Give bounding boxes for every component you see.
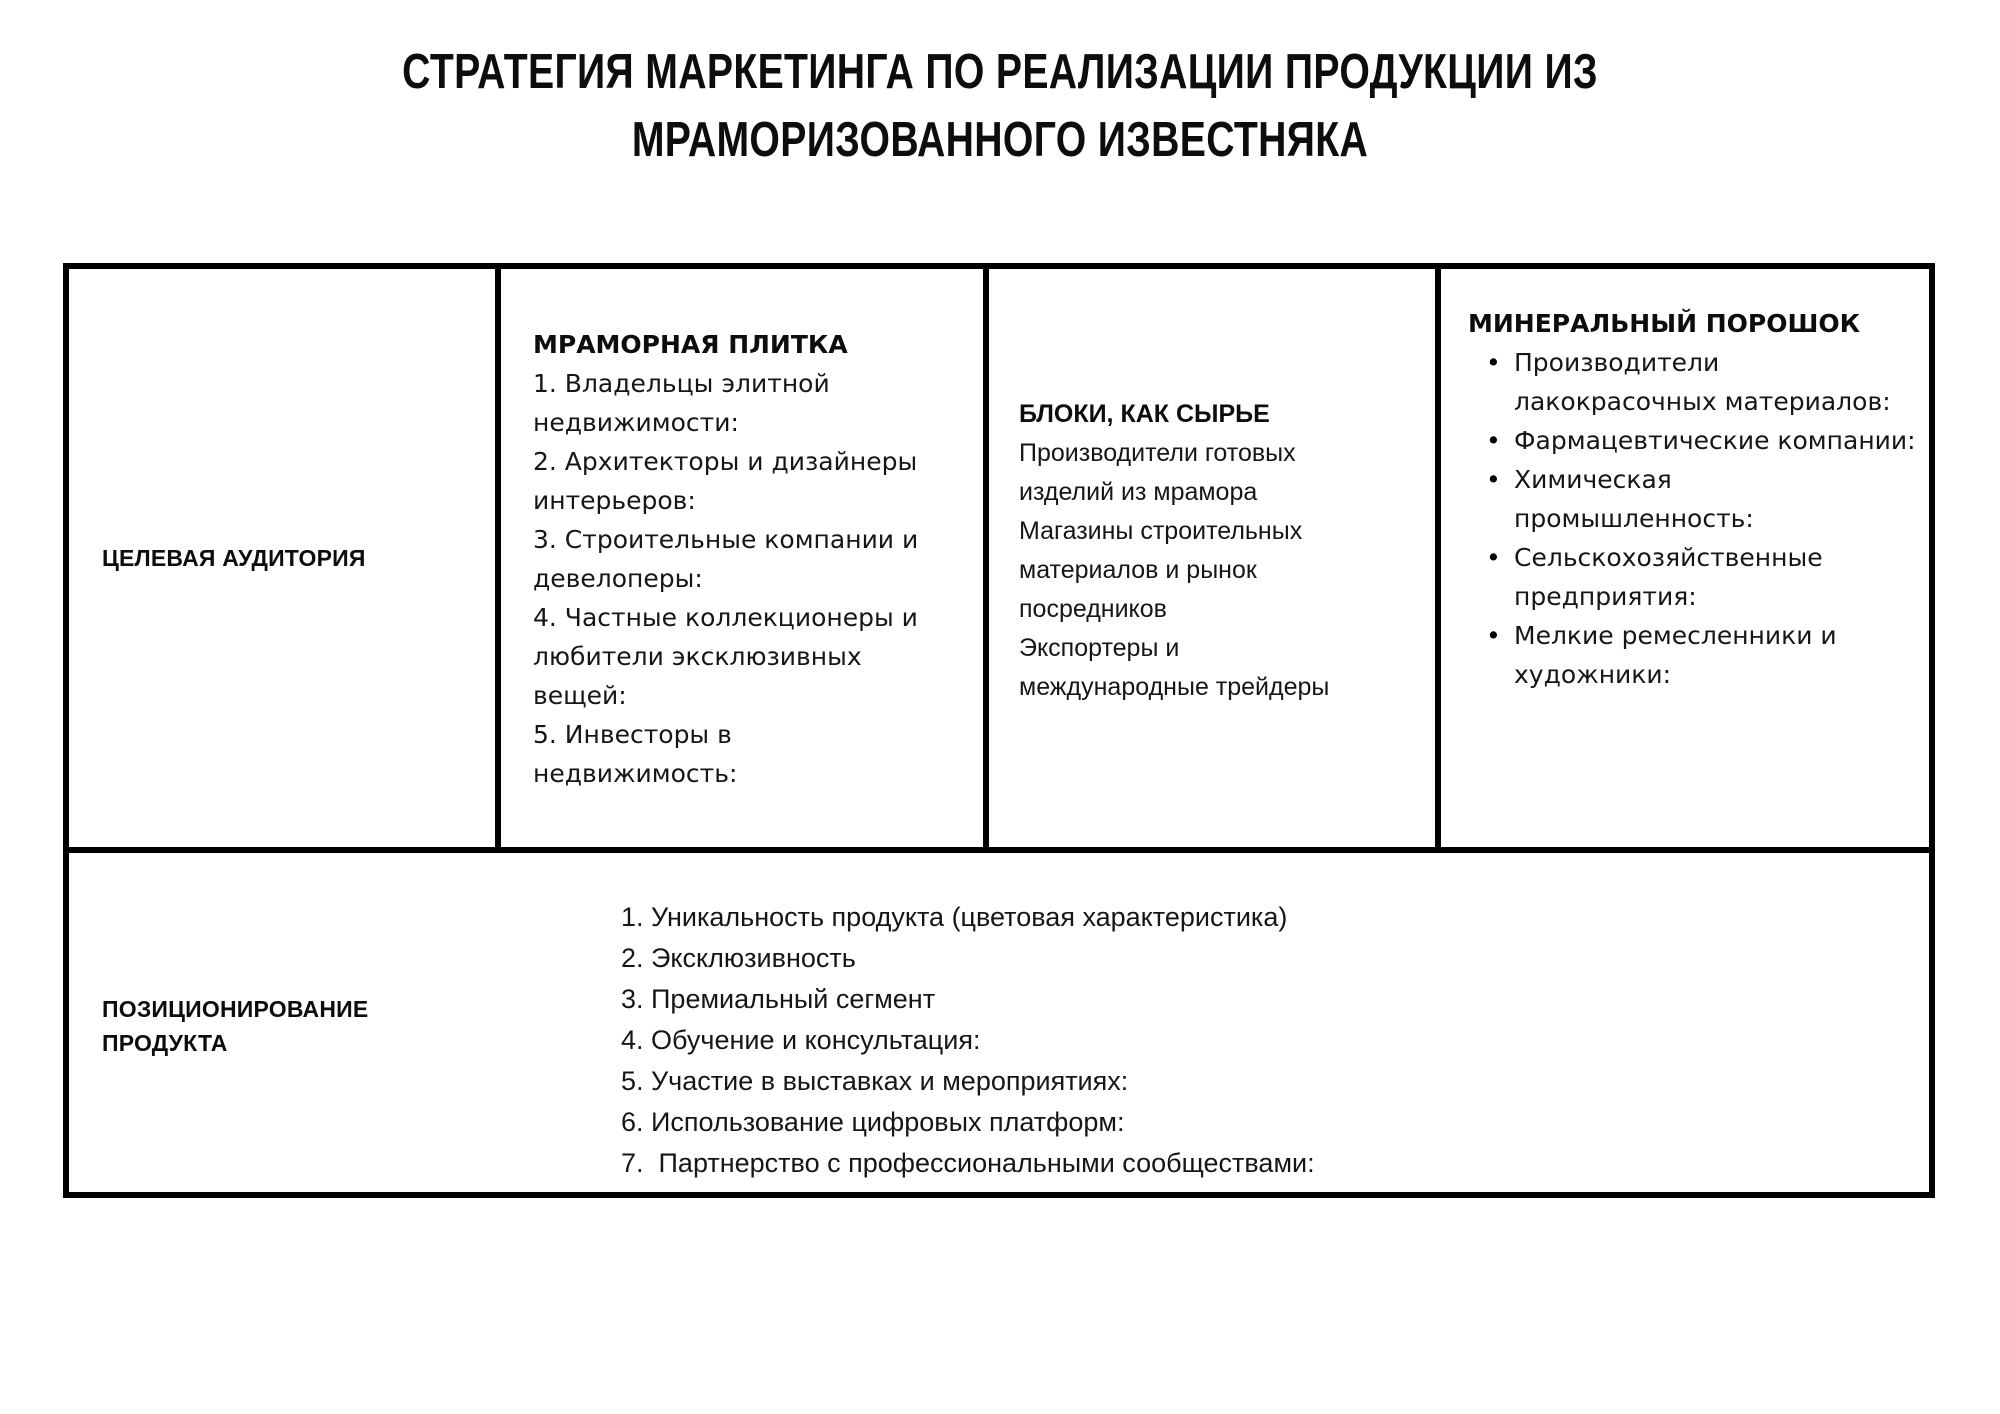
marble-tile-line: интерьеров: <box>533 486 696 515</box>
marble-tile-line: 1. Владельцы элитной <box>533 369 830 398</box>
raw-blocks-line: материалов и рынок <box>1019 556 1257 584</box>
list-item: • Производители лакокрасочных материалов: <box>1514 343 1917 421</box>
mineral-powder-cell <box>1441 269 1929 847</box>
marble-tile-line: 3. Строительные компании и <box>533 525 919 554</box>
product-positioning-list <box>621 897 1909 1184</box>
list-item: 4. Обучение и консультация: <box>621 1025 981 1055</box>
marble-tile-line: вещей: <box>533 681 627 710</box>
page-title-line-2: МРАМОРИЗОВАННОГО ИЗВЕСТНЯКА <box>631 113 1369 167</box>
target-audience-label-cell <box>69 269 495 847</box>
list-item: 7. Партнерство с профессиональными сообществами: <box>621 1148 1315 1178</box>
marble-tile-line: любители эксклюзивных <box>533 642 862 671</box>
page-title <box>170 38 1830 174</box>
marble-tile-line: недвижимость: <box>533 759 738 788</box>
raw-blocks-heading: БЛОКИ, КАК СЫРЬЕ <box>1019 400 1270 428</box>
marble-tile-line: девелоперы: <box>533 564 703 593</box>
list-item: • Сельскохозяйственные предприятия: <box>1514 538 1917 616</box>
raw-blocks-line: изделий из мрамора <box>1019 478 1258 506</box>
marble-tile-line: 2. Архитекторы и дизайнеры <box>533 447 918 476</box>
list-item: • Фармацевтические компании: <box>1514 421 1917 460</box>
list-item: 1. Уникальность продукта (цветовая характеристика) <box>621 902 1288 932</box>
product-positioning-label-line-2: ПРОДУКТА <box>102 1029 228 1056</box>
strategy-table <box>63 263 1935 1198</box>
raw-blocks-line: международные трейдеры <box>1019 673 1330 701</box>
list-item: 5. Участие в выставках и мероприятиях: <box>621 1066 1129 1096</box>
raw-blocks-line: посредников <box>1019 595 1167 623</box>
mineral-powder-list <box>1468 343 1917 694</box>
marble-tile-line: 4. Частные коллекционеры и <box>533 603 918 632</box>
marble-tile-heading: МРАМОРНАЯ ПЛИТКА <box>533 330 848 359</box>
list-item: • Мелкие ремесленники и художники: <box>1514 616 1917 694</box>
product-positioning-cell <box>501 853 1929 1198</box>
marble-tile-line: недвижимости: <box>533 408 739 437</box>
product-positioning-label-cell <box>69 853 495 1198</box>
marble-tile-line: 5. Инвесторы в <box>533 720 732 749</box>
raw-blocks-line: Экспортеры и <box>1019 634 1180 662</box>
list-item: 3. Премиальный сегмент <box>621 984 936 1014</box>
raw-blocks-line: Магазины строительных <box>1019 517 1303 545</box>
page-title-line-1: СТРАТЕГИЯ МАРКЕТИНГА ПО РЕАЛИЗАЦИИ ПРОДУКЦИИ ИЗ <box>402 45 1598 99</box>
mineral-powder-heading: МИНЕРАЛЬНЫЙ ПОРОШОК <box>1468 309 1861 338</box>
raw-blocks-cell <box>989 269 1435 847</box>
raw-blocks-line: Производители готовых <box>1019 439 1296 467</box>
product-positioning-label <box>102 992 368 1060</box>
list-item: 2. Эксклюзивность <box>621 943 856 973</box>
list-item: 6. Использование цифровых платформ: <box>621 1107 1125 1137</box>
list-item: • Химическая промышленность: <box>1514 460 1917 538</box>
product-positioning-label-line-1: ПОЗИЦИОНИРОВАНИЕ <box>102 995 369 1022</box>
marble-tile-cell <box>501 269 983 847</box>
target-audience-label: ЦЕЛЕВАЯ АУДИТОРИЯ <box>102 545 366 571</box>
